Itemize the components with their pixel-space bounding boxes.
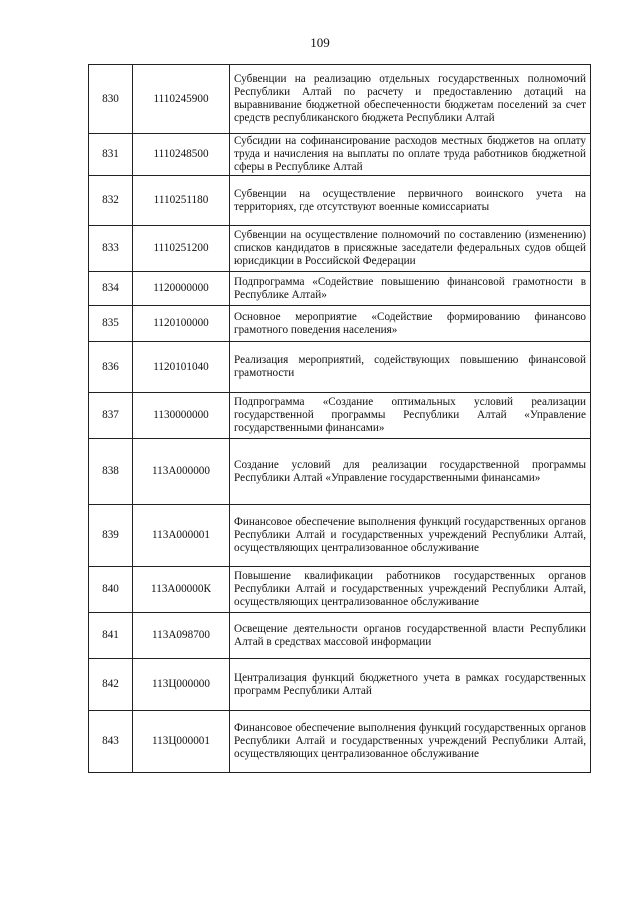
row-description: Субвенции на осуществление полномочий по составлению (изменению) списков кандидатов в присяжные заседатели федеральных судов общей юрисдикции в Российской Федерации (230, 226, 591, 272)
row-code: 113А098700 (133, 613, 230, 659)
row-description: Подпрограмма «Содействие повышению финансовой грамотности в Республике Алтай» (230, 272, 591, 306)
row-description: Субсидии на софинансирование расходов местных бюджетов на оплату труда и начисления на выплаты по оплате труда работников бюджетной сферы в Республике Алтай (230, 134, 591, 176)
table-row (89, 342, 591, 393)
row-code: 1120101040 (133, 342, 230, 393)
row-description: Создание условий для реализации государственной программы Республики Алтай «Управление государственными финансами» (230, 439, 591, 505)
row-number: 834 (89, 272, 133, 306)
table-row (89, 393, 591, 439)
row-number: 842 (89, 659, 133, 711)
row-number: 836 (89, 342, 133, 393)
page-number: 109 (310, 35, 330, 50)
row-description: Реализация мероприятий, содействующих повышению финансовой грамотности (230, 342, 591, 393)
row-description: Субвенции на реализацию отдельных государственных полномочий Республики Алтай по расчету и предоставлению дотаций на выравнивание бюджетной обеспеченности бюджетам поселений за счет средств республиканского бюджета Республики Алтай (230, 65, 591, 134)
row-description: Освещение деятельности органов государственной власти Республики Алтай в средствах массовой информации (230, 613, 591, 659)
row-code: 1130000000 (133, 393, 230, 439)
row-code: 113А000001 (133, 505, 230, 567)
row-description: Субвенции на осуществление первичного воинского учета на территориях, где отсутствуют военные комиссариаты (230, 176, 591, 226)
table-row (89, 659, 591, 711)
row-code: 113А000000 (133, 439, 230, 505)
table-row (89, 226, 591, 272)
row-description: Подпрограмма «Создание оптимальных условий реализации государственной программы Республики Алтай «Управление государственными финансами» (230, 393, 591, 439)
row-number: 833 (89, 226, 133, 272)
row-code: 1110245900 (133, 65, 230, 134)
row-code: 1110248500 (133, 134, 230, 176)
table-row (89, 306, 591, 342)
row-number: 839 (89, 505, 133, 567)
row-number: 831 (89, 134, 133, 176)
row-number: 832 (89, 176, 133, 226)
table-row (89, 613, 591, 659)
row-number: 840 (89, 567, 133, 613)
table-row (89, 272, 591, 306)
row-description: Финансовое обеспечение выполнения функций государственных органов Республики Алтай и государственных учреждений Республики Алтай, осуществляющих централизованное обслуживание (230, 505, 591, 567)
row-code: 1110251180 (133, 176, 230, 226)
row-code: 1120100000 (133, 306, 230, 342)
row-description: Основное мероприятие «Содействие формированию финансово грамотного поведения населения» (230, 306, 591, 342)
table-row (89, 134, 591, 176)
table-row (89, 439, 591, 505)
table-row (89, 176, 591, 226)
row-number: 835 (89, 306, 133, 342)
row-number: 841 (89, 613, 133, 659)
row-description: Повышение квалификации работников государственных органов Республики Алтай и государственных учреждений Республики Алтай, осуществляющих централизованное обслуживание (230, 567, 591, 613)
table-row (89, 505, 591, 567)
row-code: 113А00000К (133, 567, 230, 613)
row-code: 113Ц000001 (133, 711, 230, 773)
row-code: 1110251200 (133, 226, 230, 272)
row-number: 830 (89, 65, 133, 134)
row-description: Финансовое обеспечение выполнения функций государственных органов Республики Алтай и государственных учреждений Республики Алтай, осуществляющих централизованное обслуживание (230, 711, 591, 773)
row-code: 1120000000 (133, 272, 230, 306)
row-number: 838 (89, 439, 133, 505)
row-code: 113Ц000000 (133, 659, 230, 711)
budget-classification-table (88, 64, 591, 773)
row-number: 843 (89, 711, 133, 773)
table-row (89, 711, 591, 773)
table-row (89, 567, 591, 613)
row-number: 837 (89, 393, 133, 439)
row-description: Централизация функций бюджетного учета в рамках государственных программ Республики Алтай (230, 659, 591, 711)
table-row (89, 65, 591, 134)
